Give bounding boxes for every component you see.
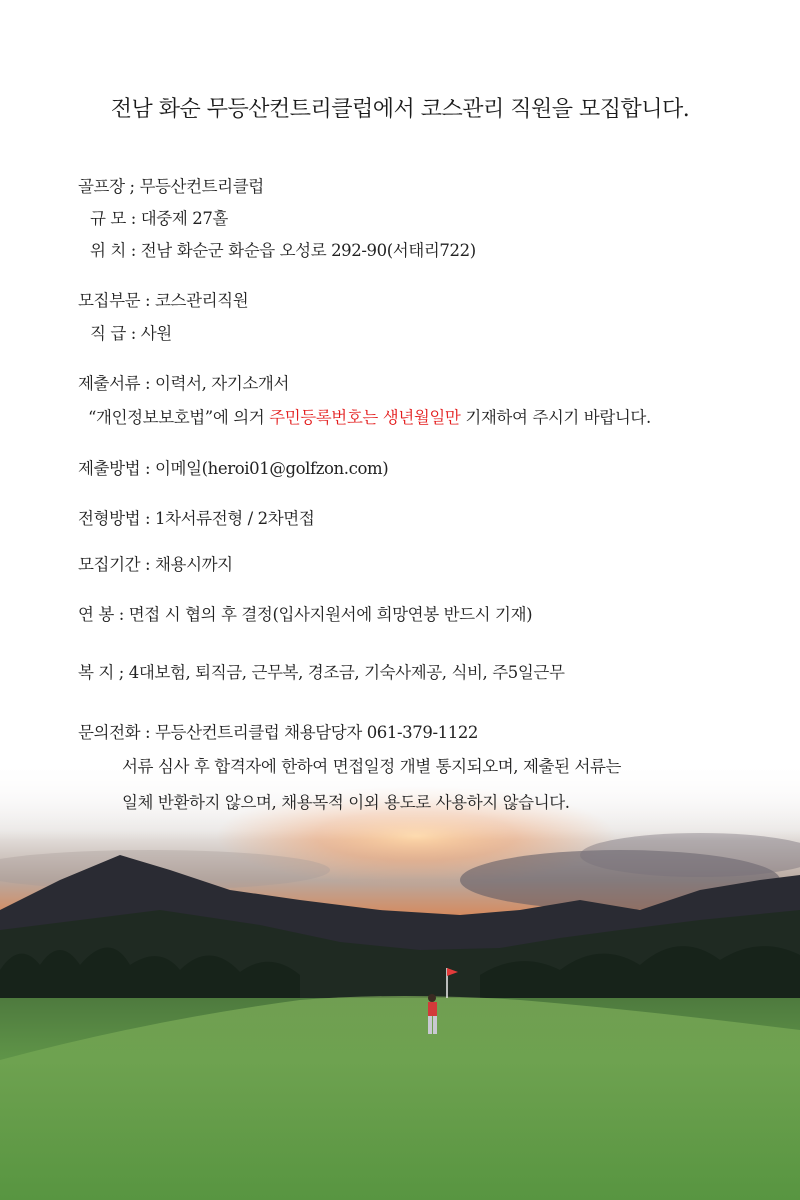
page-title: 전남 화순 무등산컨트리클럽에서 코스관리 직원을 모집합니다. bbox=[110, 97, 690, 122]
course-location: 위 치 : 전남 화순군 화순읍 오성로 292-90(서태리722) bbox=[90, 241, 476, 260]
submission-method: 제출방법 : 이메일(heroi01@golfzon.com) bbox=[78, 459, 389, 478]
recruit-department: 모집부문 : 코스관리직원 bbox=[78, 291, 249, 310]
selection-process: 전형방법 : 1차서류전형 / 2차면접 bbox=[78, 509, 315, 528]
course-scale: 규 모 : 대중제 27홀 bbox=[90, 209, 228, 228]
course-name: 골프장 ; 무등산컨트리클럽 bbox=[78, 177, 264, 196]
notice-line-1: 서류 심사 후 합격자에 한하여 면접일정 개별 통지되오며, 제출된 서류는 bbox=[122, 757, 622, 776]
privacy-notice-highlight: 주민등록번호는 생년월일만 bbox=[269, 408, 461, 427]
privacy-notice bbox=[88, 404, 651, 428]
recruit-period: 모집기간 : 채용시까지 bbox=[78, 555, 233, 574]
recruit-rank: 직 급 : 사원 bbox=[90, 324, 172, 343]
golf-course-sunset-illustration bbox=[0, 760, 800, 1200]
required-documents: 제출서류 : 이력서, 자기소개서 bbox=[78, 374, 290, 393]
welfare-info: 복 지 ; 4대보험, 퇴직금, 근무복, 경조금, 기숙사제공, 식비, 주5일근무 bbox=[78, 663, 565, 682]
notice-line-2: 일체 반환하지 않으며, 채용목적 이외 용도로 사용하지 않습니다. bbox=[122, 793, 570, 812]
salary-info: 연 봉 : 면접 시 협의 후 결정(입사지원서에 희망연봉 반드시 기재) bbox=[78, 605, 533, 624]
privacy-notice-prefix: “개인정보보호법”에 의거 bbox=[88, 408, 270, 427]
contact-phone: 문의전화 : 무등산컨트리클럽 채용담당자 061-379-1122 bbox=[78, 723, 479, 742]
privacy-notice-suffix: 기재하여 주시기 바랍니다. bbox=[460, 408, 651, 427]
